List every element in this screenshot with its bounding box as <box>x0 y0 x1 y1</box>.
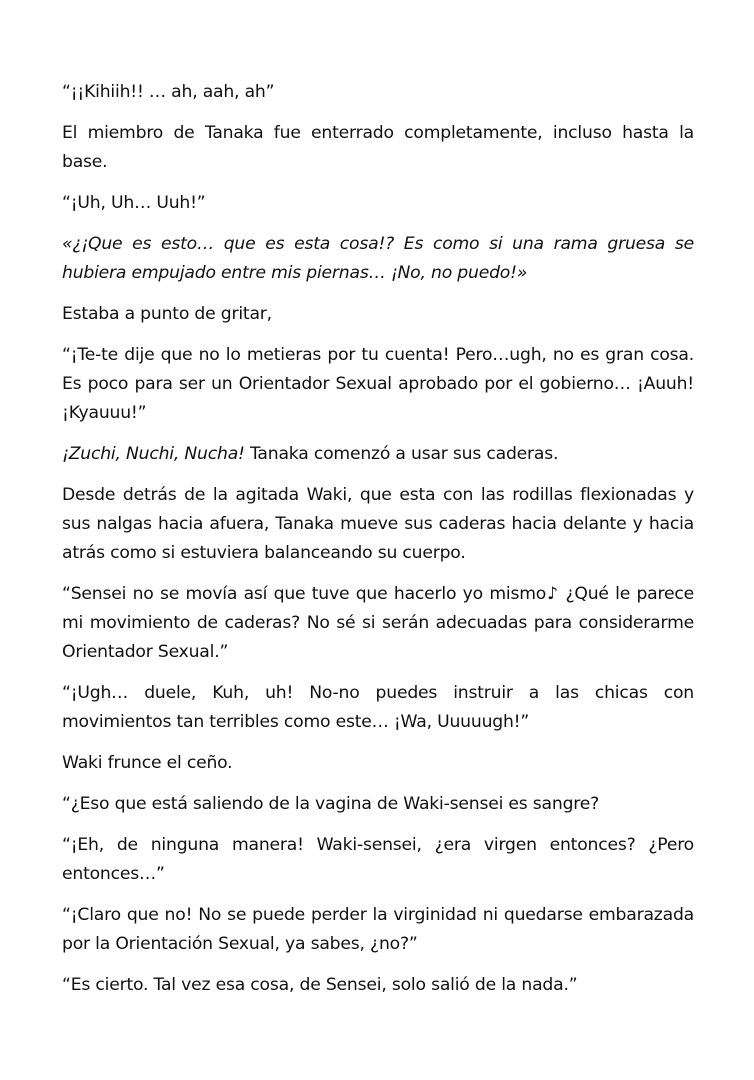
paragraph-9: “Sensei no se movía así que tuve que hacerlo yo mismo♪ ¿Qué le parece mi movimiento de caderas? No sé si serán adecuadas para considerarme Orientador Sexual.” <box>62 584 694 662</box>
paragraph-10: “¡Ugh… duele, Kuh, uh! No-no puedes instruir a las chicas con movimientos tan terribles como este… ¡Wa, Uuuuugh!” <box>62 683 694 732</box>
paragraph-7-rest: Tanaka comenzó a usar sus caderas. <box>244 444 559 464</box>
paragraph-6: “¡Te-te dije que no lo metieras por tu cuenta! Pero…ugh, no es gran cosa. Es poco para ser un Orientador Sexual aprobado por el gobierno… ¡Auuh! ¡Kyauuu!” <box>62 345 694 423</box>
paragraph-7 <box>62 440 694 469</box>
paragraph-15: “Es cierto. Tal vez esa cosa, de Sensei, solo salió de la nada.” <box>62 975 578 995</box>
paragraph-5: Estaba a punto de gritar, <box>62 304 272 324</box>
paragraph-11: Waki frunce el ceño. <box>62 753 233 773</box>
paragraph-14: “¡Claro que no! No se puede perder la virginidad ni quedarse embarazada por la Orientación Sexual, ya sabes, ¿no?” <box>62 905 694 954</box>
paragraph-8: Desde detrás de la agitada Waki, que esta con las rodillas flexionadas y sus nalgas hacia afuera, Tanaka mueve sus caderas hacia delante y hacia atrás como si estuviera balanceando su cuerpo. <box>62 485 694 563</box>
paragraph-12: “¿Eso que está saliendo de la vagina de Waki-sensei es sangre? <box>62 794 600 814</box>
paragraph-1: “¡¡Kihiih!! … ah, aah, ah” <box>62 82 275 102</box>
paragraph-2: El miembro de Tanaka fue enterrado completamente, incluso hasta la base. <box>62 123 694 172</box>
sound-effect-text: ¡Zuchi, Nuchi, Nucha! <box>62 444 245 464</box>
document-page <box>62 78 694 1012</box>
paragraph-4-inner-thought: «¿¡Que es esto… que es esta cosa!? Es como si una rama gruesa se hubiera empujado entre mis piernas… ¡No, no puedo!» <box>62 234 694 283</box>
paragraph-13: “¡Eh, de ninguna manera! Waki-sensei, ¿era virgen entonces? ¿Pero entonces…” <box>62 835 694 884</box>
paragraph-3: “¡Uh, Uh… Uuh!” <box>62 193 206 213</box>
